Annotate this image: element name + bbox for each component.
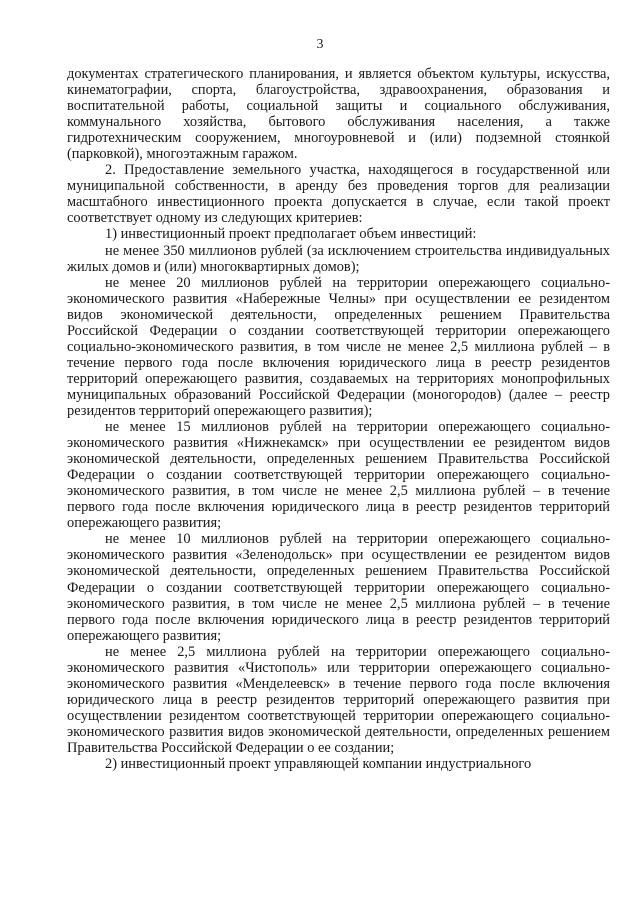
paragraph-continuation: документах стратегического планирования, и является объектом культуры, искусства, кинематографии, спорта, благоустройства, здравоохранения, образования и воспитательной работы, социальной защиты и социального обслуживания, коммунального хозяйства, бытового обслуживания населения, а также гидротехническим сооружением, многоуровневой и (или) подземной стоянкой (парковкой), многоэтажным гаражом. bbox=[67, 66, 610, 163]
page-number: 3 bbox=[316, 37, 324, 52]
paragraph-criterion-1: 1) инвестиционный проект предполагает объем инвестиций: bbox=[105, 226, 477, 243]
paragraph-chistopol-mendeleevsk: не менее 2,5 миллиона рублей на территории опережающего социально-экономического развития «Чистополь» или территории опережающего социально-экономического развития «Менделеевск» в течение первого года после включения юридического лица в реестр резидентов территорий опережающего развития при осуществлении резидентом соответствующей территории опережающего социально-экономического развития видов экономической деятельности, определенных решением Правительства Российской Федерации о ее создании; bbox=[67, 643, 610, 756]
paragraph-clause-2: 2. Предоставление земельного участка, находящегося в государственной или муниципальной собственности, в аренду без проведения торгов для реализации масштабного инвестиционного проекта допускается в случае, если такой проект соответствует одному из следующих критериев: bbox=[67, 162, 610, 227]
paragraph-investment-350: не менее 350 миллионов рублей (за исключением строительства индивидуальных жилых домов и (или) многоквартирных домов); bbox=[67, 242, 610, 275]
paragraph-nizhnekamsk: не менее 15 миллионов рублей на территории опережающего социально-экономического развития «Нижнекамск» при осуществлении ее резидентом видов экономической деятельности, определенных решением Правительства Российской Федерации о создании соответствующей территории опережающего социально-экономического развития, в том числе не менее 2,5 миллиона рублей – в течение первого года после включения юридического лица в реестр резидентов территорий опережающего развития; bbox=[67, 419, 610, 532]
paragraph-naberezhnye-chelny: не менее 20 миллионов рублей на территории опережающего социально-экономического развития «Набережные Челны» при осуществлении ее резидентом видов экономической деятельности, определенных решением Правительства Российской Федерации о создании соответствующей территории опережающего социально-экономического развития, в том числе не менее 2,5 миллиона рублей – в течение первого года после включения юридического лица в реестр резидентов территорий опережающего развития, создаваемых на территориях монопрофильных муниципальных образований Российской Федерации (моногородов) (далее – реестр резидентов территорий опережающего развития); bbox=[67, 274, 610, 419]
paragraph-criterion-2: 2) инвестиционный проект управляющей компании индустриального bbox=[105, 756, 532, 773]
paragraph-zelenodolsk: не менее 10 миллионов рублей на территории опережающего социально-экономического развития «Зеленодольск» при осуществлении ее резидентом видов экономической деятельности, определенных решением Правительства Российской Федерации о создании соответствующей территории опережающего социально-экономического развития, в том числе не менее 2,5 миллиона рублей – в течение первого года после включения юридического лица в реестр резидентов территорий опережающего развития; bbox=[67, 531, 610, 644]
document-body bbox=[67, 66, 610, 772]
